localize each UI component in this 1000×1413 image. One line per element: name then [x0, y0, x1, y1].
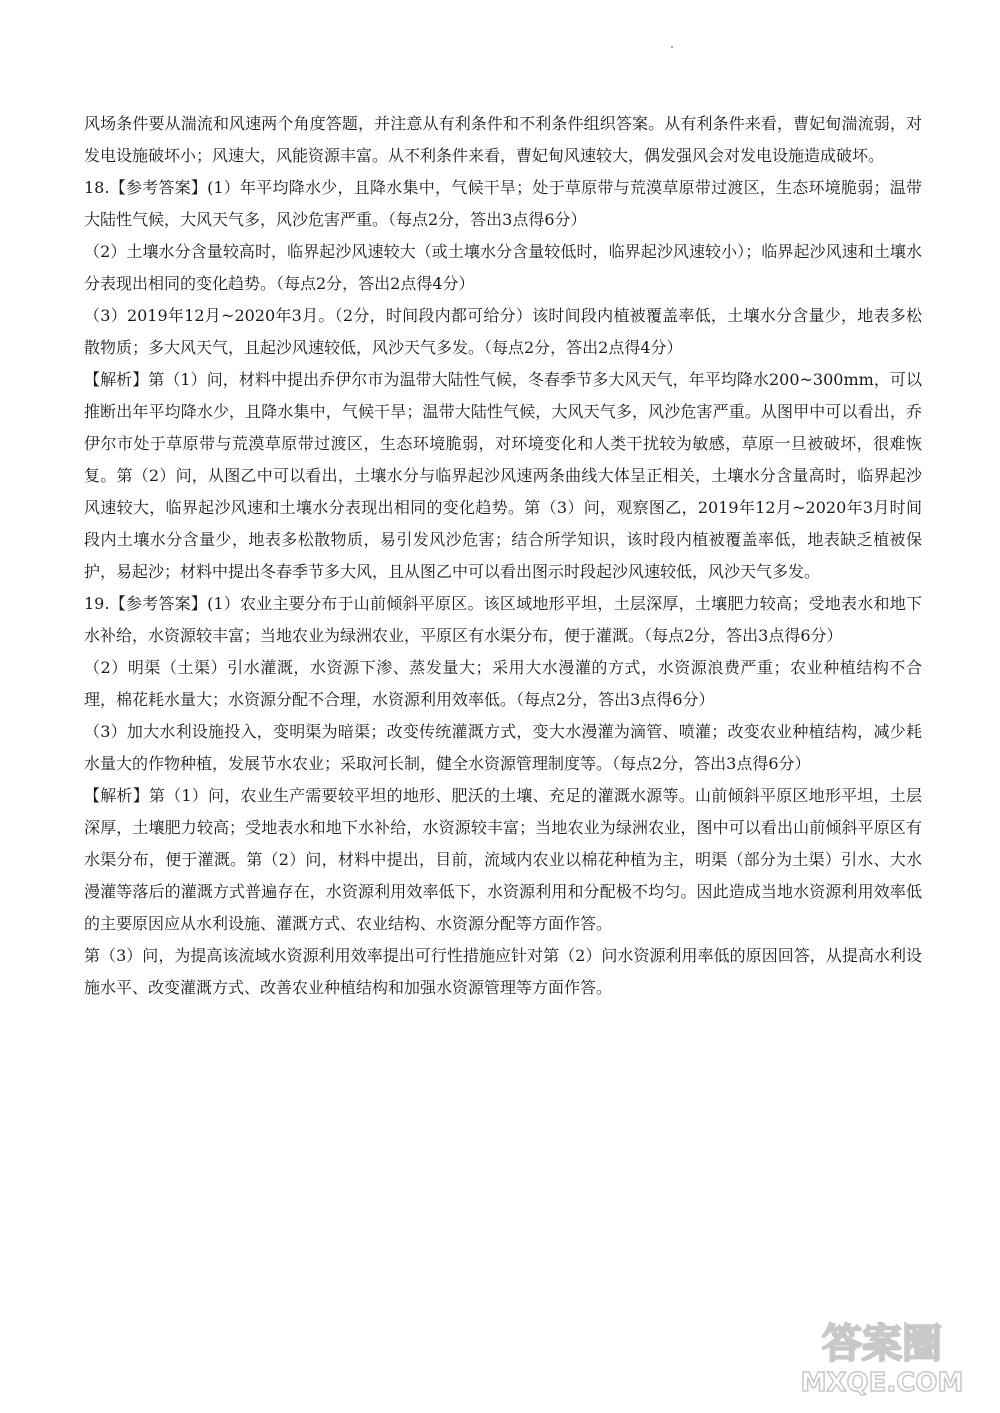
paragraph-19-answer-3: （3）加大水利设施投入，变明渠为暗渠；改变传统灌溉方式，变大水漫灌为滴管、喷灌；改变农业种植结构，减少耗水量大的作物种植，发展节水农业；采取河长制，健全水资源管理制度等。（每点2分，答出3点得6分） [84, 722, 922, 773]
watermark-logo [782, 1311, 982, 1399]
top-mark [671, 46, 673, 48]
paragraph-18-answer-3: （3）2019年12月~2020年3月。（2分，时间段内都可给分）该时间段内植被覆盖率低，土壤水分含量少，地表多松散物质；多大风天气，且起沙风速较低，风沙天气多发。（每点2分，答出2点得4分） [84, 306, 922, 357]
document-body [84, 108, 922, 1004]
paragraph-18-answer-1: 18.【参考答案】(1）年平均降水少，且降水集中，气候干旱；处于草原带与荒漠草原带过渡区，生态环境脆弱；温带大陆性气候，大风天气多，风沙危害严重。（每点2分，答出3点得6分） [84, 178, 922, 229]
paragraph-19-analysis: 【解析】第（1）问，农业生产需要较平坦的地形、肥沃的土壤、充足的灌溉水源等。山前倾斜平原区地形平坦，土层深厚，土壤肥力较高；受地表水和地下水补给，水资源较丰富；当地农业为绿洲农业，图中可以看出山前倾斜平原区有水渠分布，便于灌溉。第（2）问，材料中提出，目前，流域内农业以棉花种植为主，明渠（部分为土渠）引水、大水漫灌等落后的灌溉方式普遍存在，水资源利用效率低下，水资源利用和分配极不均匀。因此造成当地水资源利用效率低的主要原因应从水利设施、灌溉方式、农业结构、水资源分配等方面作答。 [84, 786, 922, 933]
paragraph-19-answer-2: （2）明渠（土渠）引水灌溉，水资源下渗、蒸发量大；采用大水漫灌的方式，水资源浪费严重；农业种植结构不合理，棉花耗水量大；水资源分配不合理，水资源利用效率低。（每点2分，答出3点得6分） [84, 658, 922, 709]
paragraph-18-analysis: 【解析】第（1）问，材料中提出乔伊尔市为温带大陆性气候，冬春季节多大风天气，年平均降水200~300mm，可以推断出年平均降水少，且降水集中，气候干旱；温带大陆性气候，大风天气多，风沙危害严重。从图甲中可以看出，乔伊尔市处于草原带与荒漠草原带过渡区，生态环境脆弱，对环境变化和人类干扰较为敏感，草原一旦被破坏，很难恢复。第（2）问，从图乙中可以看出，土壤水分与临界起沙风速两条曲线大体呈正相关，土壤水分含量高时，临界起沙风速较大，临界起沙风速和土壤水分表现出相同的变化趋势。第（3）问，观察图乙，2019年12月~2020年3月时间段内土壤水分含量少，地表多松散物质，易引发风沙危害；结合所学知识，该时段内植被覆盖率低，地表缺乏植被保护，易起沙；材料中提出冬春季节多大风，且从图乙中可以看出图示时段起沙风速较低，风沙天气多发。 [84, 370, 922, 581]
watermark-logo-text: 答案圈 [822, 1321, 942, 1367]
paragraph-19-analysis-3: 第（3）问，为提高该流域水资源利用效率提出可行性措施应针对第（2）问水资源利用率低的原因回答，从提高水利设施水平、改变灌溉方式、改善农业种植结构和加强水资源管理等方面作答。 [84, 946, 922, 997]
paragraph-18-answer-2: （2）土壤水分含量较高时，临界起沙风速较大（或土壤水分含量较低时，临界起沙风速较小）；临界起沙风速和土壤水分表现出相同的变化趋势。（每点2分，答出2点得4分） [84, 242, 922, 293]
watermark-site-text: MXQE.COM [800, 1368, 964, 1398]
paragraph-19-answer-1: 19.【参考答案】(1）农业主要分布于山前倾斜平原区。该区域地形平坦，土层深厚，土壤肥力较高；受地表水和地下水补给，水资源较丰富；当地农业为绿洲农业，平原区有水渠分布，便于灌溉。（每点2分，答出3点得6分） [84, 594, 922, 645]
paragraph-17-wind-analysis: 风场条件要从湍流和风速两个角度答题，并注意从有利条件和不利条件组织答案。从有利条件来看，曹妃甸湍流弱，对发电设施破坏小；风速大，风能资源丰富。从不利条件来看，曹妃甸风速较大，偶发强风会对发电设施造成破坏。 [84, 114, 922, 165]
